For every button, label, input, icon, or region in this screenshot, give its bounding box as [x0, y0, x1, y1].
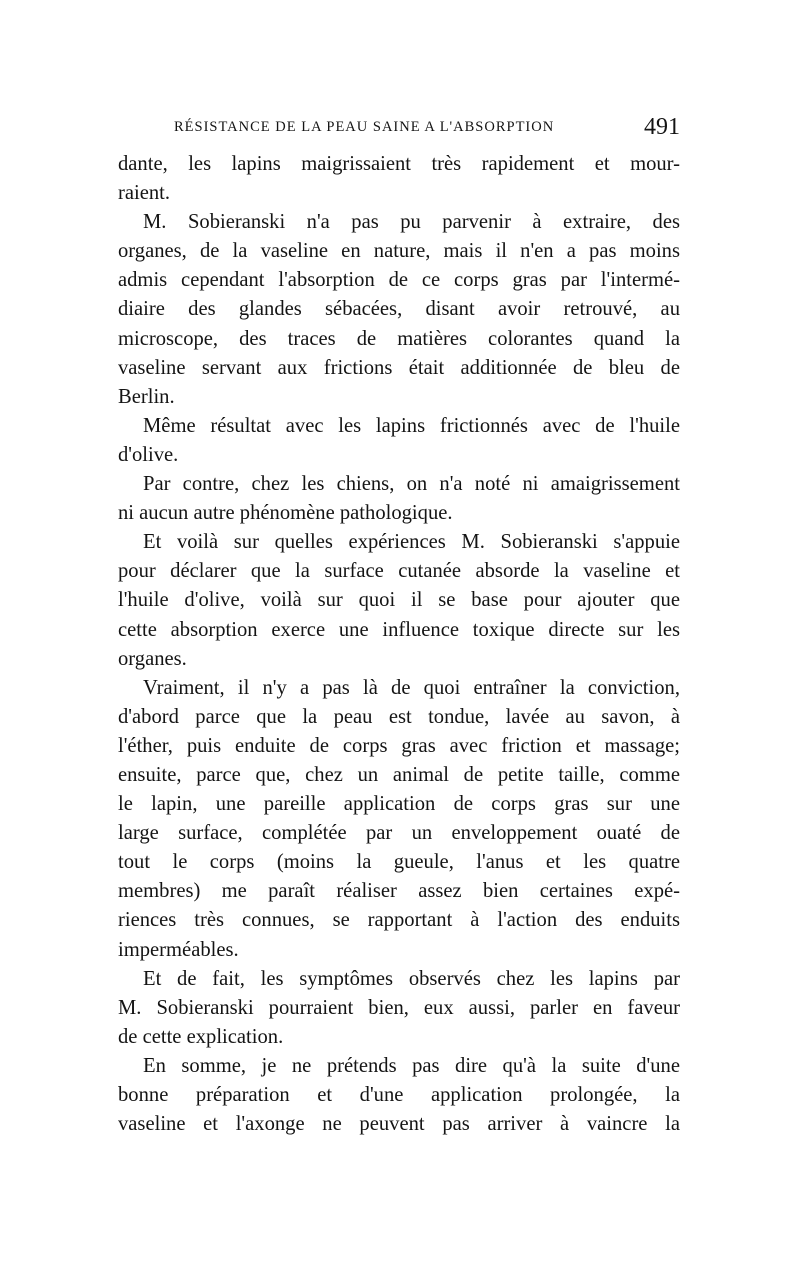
- text-line: organes, de la vaseline en nature, mais il n'en a pas moins: [118, 240, 680, 263]
- running-title: RÉSISTANCE DE LA PEAU SAINE A L'ABSORPTION: [174, 119, 555, 135]
- body-text: [118, 150, 680, 1139]
- text-line: Vraiment, il n'y a pas là de quoi entraîner la conviction,: [143, 676, 680, 699]
- text-line: vaseline et l'axonge ne peuvent pas arriver à vaincre la: [118, 1113, 680, 1136]
- text-line: de cette explication.: [118, 1025, 284, 1048]
- text-line: En somme, je ne prétends pas dire qu'à la suite d'une: [143, 1054, 680, 1077]
- text-line: raient.: [118, 182, 171, 205]
- text-line: l'éther, puis enduite de corps gras avec friction et massage;: [118, 734, 680, 757]
- text-line: dante, les lapins maigrissaient très rapidement et mour-: [118, 153, 680, 175]
- text-line: M. Sobieranski pourraient bien, eux aussi, parler en faveur: [118, 996, 680, 1019]
- text-line: vaseline servant aux frictions était additionnée de bleu de: [118, 356, 680, 379]
- text-line: diaire des glandes sébacées, disant avoir retrouvé, au: [118, 298, 680, 321]
- text-line: Par contre, chez les chiens, on n'a noté ni amaigrissement: [143, 473, 680, 496]
- text-line: admis cependant l'absorption de ce corps gras par l'intermé-: [118, 269, 680, 292]
- text-line: l'huile d'olive, voilà sur quoi il se base pour ajouter que: [118, 589, 680, 612]
- text-line: ni aucun autre phénomène pathologique.: [118, 502, 453, 525]
- text-line: tout le corps (moins la gueule, l'anus et les quatre: [118, 851, 680, 874]
- text-line: imperméables.: [118, 938, 239, 961]
- page-header: [118, 114, 680, 144]
- text-line: pour déclarer que la surface cutanée absorde la vaseline et: [118, 560, 680, 583]
- text-line: le lapin, une pareille application de corps gras sur une: [118, 793, 680, 816]
- text-line: riences très connues, se rapportant à l'action des enduits: [118, 909, 680, 932]
- page-number: 491: [644, 114, 680, 140]
- text-line: organes.: [118, 647, 187, 670]
- text-line: Et de fait, les symptômes observés chez les lapins par: [143, 967, 680, 990]
- text-line: bonne préparation et d'une application prolongée, la: [118, 1084, 680, 1106]
- text-line: Et voilà sur quelles expériences M. Sobieranski s'appuie: [143, 531, 680, 554]
- text-line: large surface, complétée par un enveloppement ouaté de: [118, 822, 680, 845]
- text-line: d'abord parce que la peau est tondue, lavée au savon, à: [118, 705, 680, 728]
- text-line: Berlin.: [118, 385, 175, 408]
- text-line: d'olive.: [118, 443, 179, 466]
- text-line: M. Sobieranski n'a pas pu parvenir à extraire, des: [143, 211, 680, 234]
- text-line: ensuite, parce que, chez un animal de petite taille, comme: [118, 763, 680, 786]
- text-line: membres) me paraît réaliser assez bien certaines expé-: [118, 880, 680, 903]
- text-line: microscope, des traces de matières colorantes quand la: [118, 327, 680, 350]
- text-line: cette absorption exerce une influence toxique directe sur les: [118, 618, 680, 641]
- text-line: Même résultat avec les lapins frictionnés avec de l'huile: [143, 414, 680, 437]
